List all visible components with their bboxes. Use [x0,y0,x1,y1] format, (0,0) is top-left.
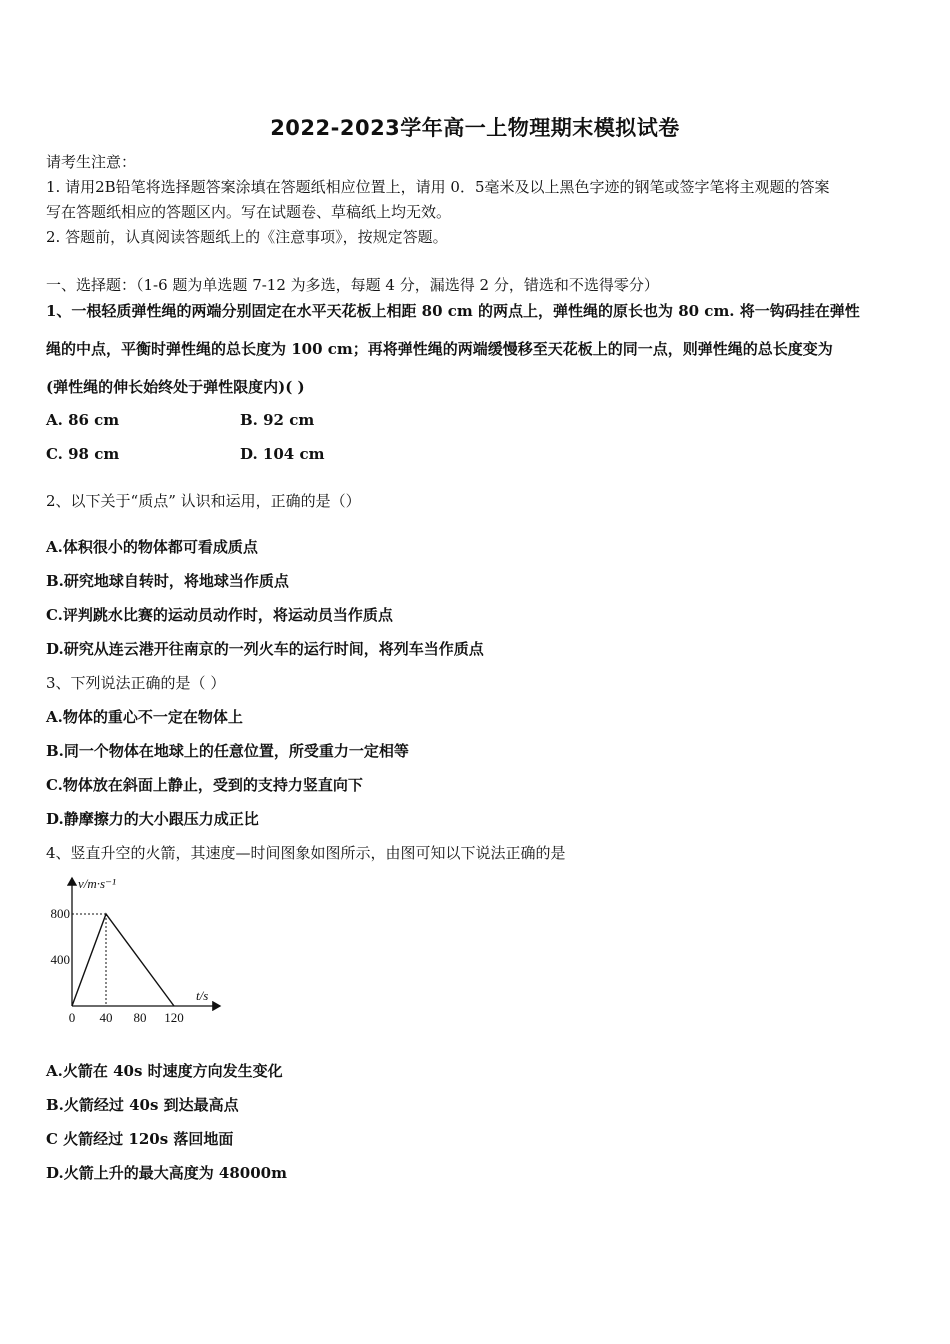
tick-labels [51,906,184,1025]
q3-option-d: D.静摩擦力的大小跟压力成正比 [46,810,259,828]
q1-option-a: A. 86 cm [46,411,120,429]
q2-stem: 2、以下关于“质点” 认识和运用，正确的是（） [46,492,361,510]
q1-option-c: C. 98 cm [46,445,120,463]
q3-stem: 3、下列说法正确的是（ ） [46,674,226,692]
x-tick-label: 120 [164,1010,184,1025]
q1-option-d: D. 104 cm [240,445,325,463]
q1-stem-line-2: 绳的中点，平衡时弹性绳的总长度为 100 cm；再将弹性绳的两端缓慢移至天花板上的同一点，则弹性绳的总长度变为 [46,340,833,358]
q4-option-b: B.火箭经过 40s 到达最高点 [46,1096,239,1114]
q4-option-c: C 火箭经过 120s 落回地面 [46,1130,234,1148]
y-tick-label: 400 [50,952,70,967]
x-tick-label: 80 [133,1010,147,1025]
x-tick-label: 40 [99,1010,113,1025]
notice-item-1-line-2: 写在答题纸相应的答题区内。写在试题卷、草稿纸上均无效。 [46,203,452,221]
q1-stem-line-3: (弹性绳的伸长始终处于弹性限度内)( ) [46,378,305,396]
q3-option-a: A.物体的重心不一定在物体上 [46,708,243,726]
q1-option-b: B. 92 cm [240,411,315,429]
q3-option-c: C.物体放在斜面上静止，受到的支持力竖直向下 [46,776,363,794]
q4-stem: 4、竖直升空的火箭，其速度—时间图象如图所示，由图可知以下说法正确的是 [46,844,566,862]
section-heading: 一、选择题：（1-6 题为单选题 7-12 为多选，每题 4 分，漏选得 2 分，错选和不选得零分） [46,276,659,294]
series-line [72,914,174,1006]
vt-graph [40,872,230,1032]
q2-option-b: B.研究地球自转时，将地球当作质点 [46,572,289,590]
q1-stem-line-1: 1、一根轻质弹性绳的两端分别固定在水平天花板上相距 80 cm 的两点上，弹性绳的原长也为 80 cm. 将一钩码挂在弹性 [46,302,860,320]
q4-option-a: A.火箭在 40s 时速度方向发生变化 [46,1062,283,1080]
q4-option-d: D.火箭上升的最大高度为 48000m [46,1164,287,1182]
page-title: 2022-2023学年高一上物理期末模拟试卷 [270,116,680,140]
y-axis-label: v/m·s⁻¹ [78,876,116,891]
x-axis-label: t/s [196,988,209,1003]
q2-option-c: C.评判跳水比赛的运动员动作时，将运动员当作质点 [46,606,393,624]
q2-option-a: A.体积很小的物体都可看成质点 [46,538,258,556]
x-tick-label: 0 [68,1010,76,1025]
q3-option-b: B.同一个物体在地球上的任意位置，所受重力一定相等 [46,742,409,760]
notice-item-1-line-1: 1. 请用2B铅笔将选择题答案涂填在答题纸相应位置上，请用 0．5毫米及以上黑色字迹的钢笔或签字笔将主观题的答案 [46,178,830,196]
notice-item-2: 2. 答题前，认真阅读答题纸上的《注意事项》，按规定答题。 [46,228,448,246]
q2-option-d: D.研究从连云港开往南京的一列火车的运行时间，将列车当作质点 [46,640,484,658]
notice-heading: 请考生注意： [46,153,137,171]
y-tick-label: 800 [50,906,70,921]
